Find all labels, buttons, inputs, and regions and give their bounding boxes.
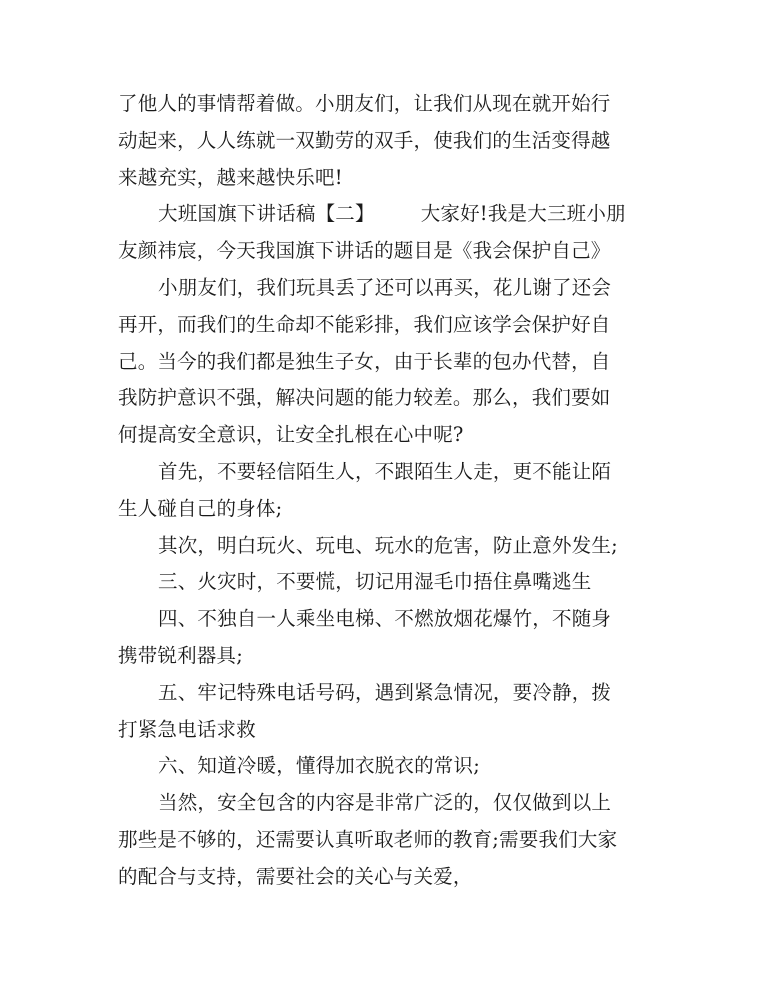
text-line: 何提高安全意识，让安全扎根在心中呢? <box>118 423 464 447</box>
text-line: 携带锐利器具; <box>118 643 243 667</box>
text-line: 己。当今的我们都是独生子女，由于长辈的包办代替，自 <box>118 349 611 373</box>
text-line: 那些是不够的，还需要认真听取老师的教育;需要我们大家 <box>118 827 618 851</box>
text-line: 其次，明白玩火、玩电、玩水的危害，防止意外发生; <box>158 533 618 557</box>
text-line: 友颜祎宸，今天我国旗下讲话的题目是《我会保护自己》 <box>118 239 611 263</box>
text-line: 再开，而我们的生命却不能彩排，我们应该学会保护好自 <box>118 312 611 336</box>
text-line: 动起来，人人练就一双勤劳的双手，使我们的生活变得越 <box>118 128 611 152</box>
text-line: 首先，不要轻信陌生人，不跟陌生人走，更不能让陌 <box>158 459 612 483</box>
text-line: 来越充实，越来越快乐吧! <box>118 165 343 189</box>
text-line: 我防护意识不强，解决问题的能力较差。那么，我们要如 <box>118 386 611 410</box>
section-heading: 大班国旗下讲话稿【二】 <box>158 202 375 226</box>
text-line: 三、火灾时，不要慌，切记用湿毛巾捂住鼻嘴逃生 <box>158 570 592 594</box>
text-line: 打紧急电话求救 <box>118 717 256 741</box>
text-line: 了他人的事情帮着做。小朋友们，让我们从现在就开始行 <box>118 92 611 115</box>
text-line: 小朋友们，我们玩具丢了还可以再买，花儿谢了还会 <box>158 275 612 299</box>
text-line: 四、不独自一人乘坐电梯、不燃放烟花爆竹，不随身 <box>158 607 612 631</box>
text-line: 五、牢记特殊电话号码，遇到紧急情况，要冷静，拨 <box>158 680 612 704</box>
text-line-fragment: 大家好!我是大三班小朋 <box>420 202 626 226</box>
section-heading-line <box>118 196 648 233</box>
text-line: 当然，安全包含的内容是非常广泛的，仅仅做到以上 <box>158 791 612 815</box>
text-line: 的配合与支持，需要社会的关心与关爱， <box>118 864 473 888</box>
body-text <box>118 86 648 896</box>
text-line: 生人碰自己的身体; <box>118 496 283 520</box>
text-line: 六、知道冷暖，懂得加衣脱衣的常识; <box>158 754 480 778</box>
